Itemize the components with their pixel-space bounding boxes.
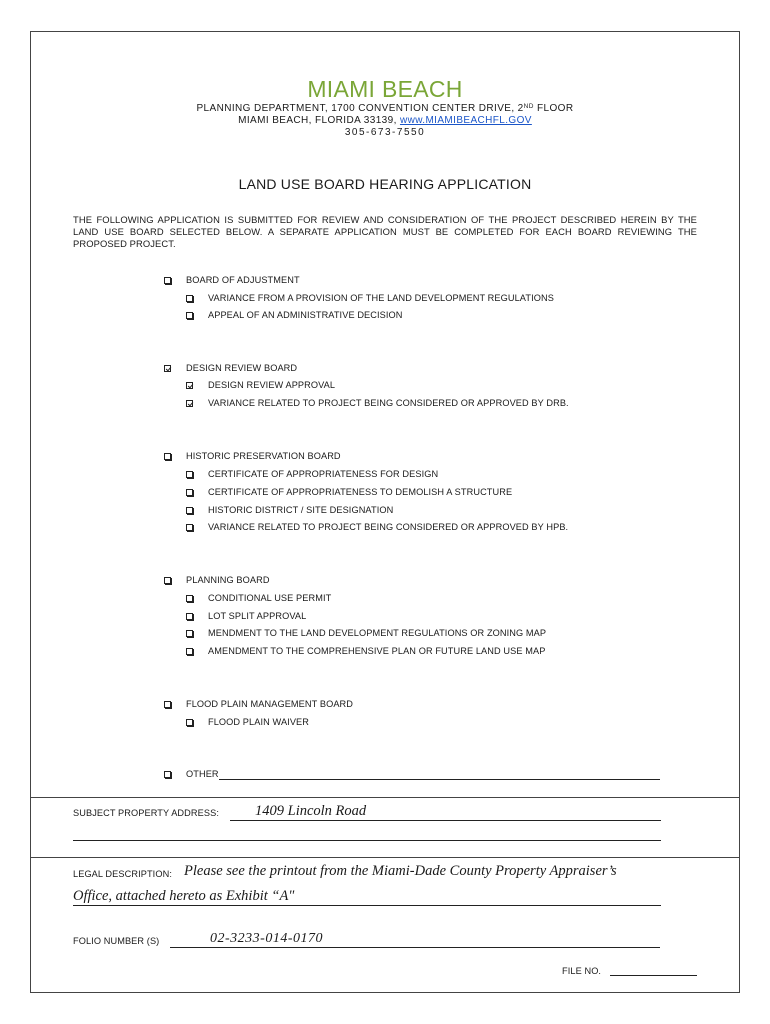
checkbox-variance-hpb[interactable] — [186, 524, 193, 531]
address-line1-text: PLANNING DEPARTMENT, 1700 CONVENTION CENTER DRIVE, 2 — [196, 103, 524, 114]
coa-design-label: CERTIFICATE OF APPROPRIATENESS FOR DESIGN — [208, 469, 439, 479]
website-link[interactable]: www.MIAMIBEACHFL.GOV — [399, 115, 532, 126]
folio-line — [170, 947, 660, 948]
planning-board-label: PLANNING BOARD — [186, 575, 270, 585]
file-number-label: FILE NO. — [562, 966, 602, 976]
address-label: SUBJECT PROPERTY ADDRESS: — [73, 808, 219, 818]
checkbox-coa-design[interactable] — [186, 471, 193, 478]
appeal-label: APPEAL OF AN ADMINISTRATIVE DECISION — [208, 310, 403, 320]
address-line1-end: FLOOR — [533, 103, 574, 114]
checkbox-flood-plain-waiver[interactable] — [186, 719, 193, 726]
section-divider-top — [30, 797, 740, 798]
address-value[interactable]: 1409 Lincoln Road — [255, 803, 367, 819]
checkbox-historic-designation[interactable] — [186, 507, 193, 514]
other-input-line[interactable] — [219, 779, 660, 780]
lot-split-label: LOT SPLIT APPROVAL — [208, 611, 307, 621]
checkbox-board-of-adjustment[interactable] — [164, 277, 171, 284]
historic-preservation-board-label: HISTORIC PRESERVATION BOARD — [186, 451, 341, 461]
design-review-board-label: DESIGN REVIEW BOARD — [186, 363, 298, 373]
variance-hpb-label: VARIANCE RELATED TO PROJECT BEING CONSIDERED OR APPROVED BY HPB. — [208, 522, 569, 532]
flood-plain-waiver-label: FLOOD PLAIN WAIVER — [208, 717, 310, 727]
checkbox-comp-plan-amendment[interactable] — [186, 648, 193, 655]
ldr-amendment-label: MENDMENT TO THE LAND DEVELOPMENT REGULATIONS OR ZONING MAP — [208, 628, 547, 638]
board-of-adjustment-label: BOARD OF ADJUSTMENT — [186, 275, 300, 285]
legal-description-line — [73, 905, 661, 906]
checkbox-other[interactable] — [164, 771, 171, 778]
checkbox-flood-plain-board[interactable] — [164, 701, 171, 708]
checkbox-design-review-board[interactable] — [164, 365, 171, 372]
flood-plain-board-label: FLOOD PLAIN MANAGEMENT BOARD — [186, 699, 354, 709]
checkbox-conditional-use[interactable] — [186, 595, 193, 602]
checkbox-design-review-approval[interactable] — [186, 382, 193, 389]
floor-superscript: ND — [523, 103, 534, 110]
conditional-use-label: CONDITIONAL USE PERMIT — [208, 593, 332, 603]
city-text: MIAMI BEACH, FLORIDA 33139, — [238, 115, 400, 126]
city-line — [30, 115, 740, 127]
checkbox-variance-ldr[interactable] — [186, 295, 193, 302]
checkbox-historic-preservation-board[interactable] — [164, 453, 171, 460]
miami-beach-logo: MIAMI BEACH — [307, 76, 463, 102]
intro-paragraph: THE FOLLOWING APPLICATION IS SUBMITTED FOR REVIEW AND CONSIDERATION OF THE PROJECT DESCRIBED HEREIN BY THE LAND USE BOARD SELECTED BELOW. A SEPARATE APPLICATION MUST BE COMPLETED FOR EACH BOARD REVIEWING THE PROPOSED PROJECT. — [73, 214, 697, 250]
checkbox-ldr-amendment[interactable] — [186, 630, 193, 637]
design-review-approval-label: DESIGN REVIEW APPROVAL — [208, 380, 336, 390]
phone-number: 305-673-7550 — [344, 127, 426, 138]
checkbox-lot-split[interactable] — [186, 613, 193, 620]
folio-number-value[interactable]: 02-3233-014-0170 — [210, 931, 323, 946]
checkbox-planning-board[interactable] — [164, 577, 171, 584]
checkbox-variance-drb[interactable] — [186, 400, 193, 407]
legal-description-line2[interactable]: Office, attached hereto as Exhibit “A" — [73, 888, 295, 904]
comp-plan-amendment-label: AMENDMENT TO THE COMPREHENSIVE PLAN OR FUTURE LAND USE MAP — [208, 646, 546, 656]
address-line — [230, 820, 661, 821]
other-label: OTHER — [186, 769, 219, 779]
historic-designation-label: HISTORIC DISTRICT / SITE DESIGNATION — [208, 505, 394, 515]
file-number-line[interactable] — [610, 975, 697, 976]
department-address — [30, 103, 740, 115]
coa-demolish-label: CERTIFICATE OF APPROPRIATENESS TO DEMOLISH A STRUCTURE — [208, 487, 513, 497]
legal-description-label: LEGAL DESCRIPTION: — [73, 869, 172, 879]
checkbox-coa-demolish[interactable] — [186, 489, 193, 496]
page-title: LAND USE BOARD HEARING APPLICATION — [238, 176, 532, 192]
variance-ldr-label: VARIANCE FROM A PROVISION OF THE LAND DEVELOPMENT REGULATIONS — [208, 293, 554, 303]
folio-number-label: FOLIO NUMBER (S) — [73, 936, 160, 946]
variance-drb-label: VARIANCE RELATED TO PROJECT BEING CONSIDERED OR APPROVED BY DRB. — [208, 398, 569, 408]
legal-description-line1[interactable]: Please see the printout from the Miami-Dade County Property Appraiser’s — [184, 863, 617, 879]
section-divider-bottom — [30, 857, 740, 858]
checkbox-appeal[interactable] — [186, 312, 193, 319]
address-line-2 — [73, 840, 661, 841]
